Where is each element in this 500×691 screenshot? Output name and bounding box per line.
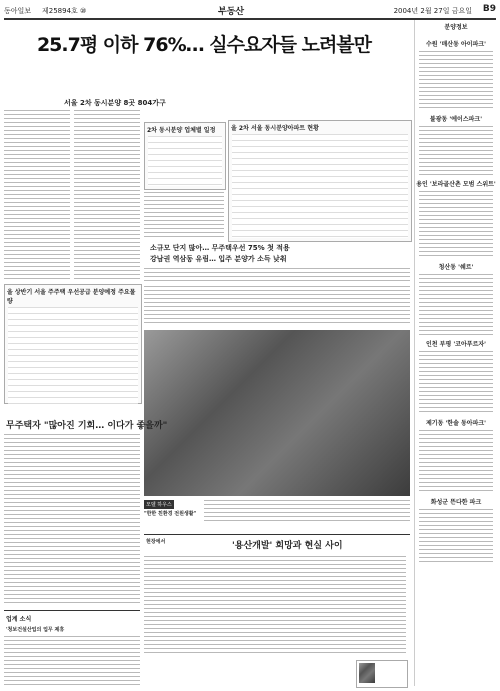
corner-body: [4, 636, 140, 686]
section2-body: [4, 434, 140, 604]
schedule-table-rows: [148, 136, 222, 186]
sidebar-item-3: 용인 '보라골산촌 모범 스위트': [416, 181, 496, 188]
sidebar-text-6: [419, 430, 493, 494]
sidebar-text-3: [419, 191, 493, 259]
page-header: [4, 4, 496, 20]
sidebar-item-6: 제기동 '한솔 동아파크': [425, 420, 487, 427]
section-name: 부동산: [218, 7, 245, 17]
deck-line-1: 소규모 단지 많아… 무주택우선 75% 첫 적용: [150, 244, 290, 252]
region-table: [4, 284, 142, 404]
sidebar-item-2: 불광동 '에이스파크': [429, 116, 483, 123]
sidebar-text-2: [419, 126, 493, 176]
section3-body: [144, 556, 406, 656]
sidebar-text-4: [419, 274, 493, 336]
model-house-photo: [144, 330, 410, 496]
status-table-title: 올 2차 서울 동시분양아파트 현황: [231, 125, 319, 132]
article-text-right: [144, 286, 410, 326]
schedule-table-title: 2차 동시분양 업체별 일정: [147, 127, 216, 134]
section3-headline: '용산개발' 희망과 현실 사이: [232, 541, 343, 551]
column-divider: [144, 534, 410, 535]
sidebar: [414, 20, 497, 686]
column-label: 현장에서: [146, 539, 166, 545]
photo-caption-label: 모델 하우스: [146, 502, 172, 508]
subheadline: 서울 2차 동시분양 8곳 804가구: [64, 99, 166, 107]
column-corner-title: '청보건설산업의 업무 제휴: [6, 627, 65, 633]
photo-caption-text: [204, 500, 410, 522]
region-table-title: 올 상반기 서울 주주택 우선공급 분양예정 주요물량: [7, 289, 136, 305]
sidebar-item-7: 화성군 뜬다한 파크: [430, 499, 482, 506]
status-table: [228, 120, 412, 242]
publication-date: 2004년 2월 27일 금요일: [393, 7, 472, 15]
issue-number: 제25894호 ⑩: [42, 7, 87, 15]
schedule-table: [144, 122, 226, 190]
page-number: B9: [482, 4, 496, 14]
article-deck: [150, 243, 410, 265]
author-box: [356, 660, 408, 688]
column-corner-label: 업계 소식: [6, 616, 32, 623]
author-photo: [359, 663, 375, 683]
photo-caption-quote: "한한 친환경 전원생활": [144, 511, 197, 517]
sidebar-text-7: [419, 509, 493, 565]
sidebar-title: 분양정보: [444, 24, 468, 31]
sidebar-text-1: [419, 51, 493, 111]
deck-line-2: 강남권 역삼동 유림… 입주 분양가 소득 낮춰: [150, 255, 287, 263]
article-column-3: [144, 192, 224, 240]
section2-headline: 무주택자 "많아진 기회… 이다가 좋을까": [6, 421, 168, 431]
sidebar-text-5: [419, 351, 493, 415]
article-column-2: [74, 110, 140, 280]
corner-divider: [4, 610, 140, 611]
region-table-rows: [8, 307, 138, 407]
article-text-under-deck: [144, 268, 410, 282]
sidebar-item-1: 수원 '매산동 아이파크': [425, 41, 487, 48]
status-table-rows: [232, 134, 408, 238]
sidebar-item-4: 청산동 '쉐르': [438, 264, 474, 271]
article-column-1: [4, 110, 70, 280]
sidebar-item-5: 인천 부평 '코아푸르자': [425, 341, 487, 348]
newspaper-name: 동아일보: [4, 7, 32, 15]
main-headline: 25.7평 이하 76%… 실수요자들 노려볼만: [36, 34, 372, 56]
photo-caption: [144, 500, 410, 526]
